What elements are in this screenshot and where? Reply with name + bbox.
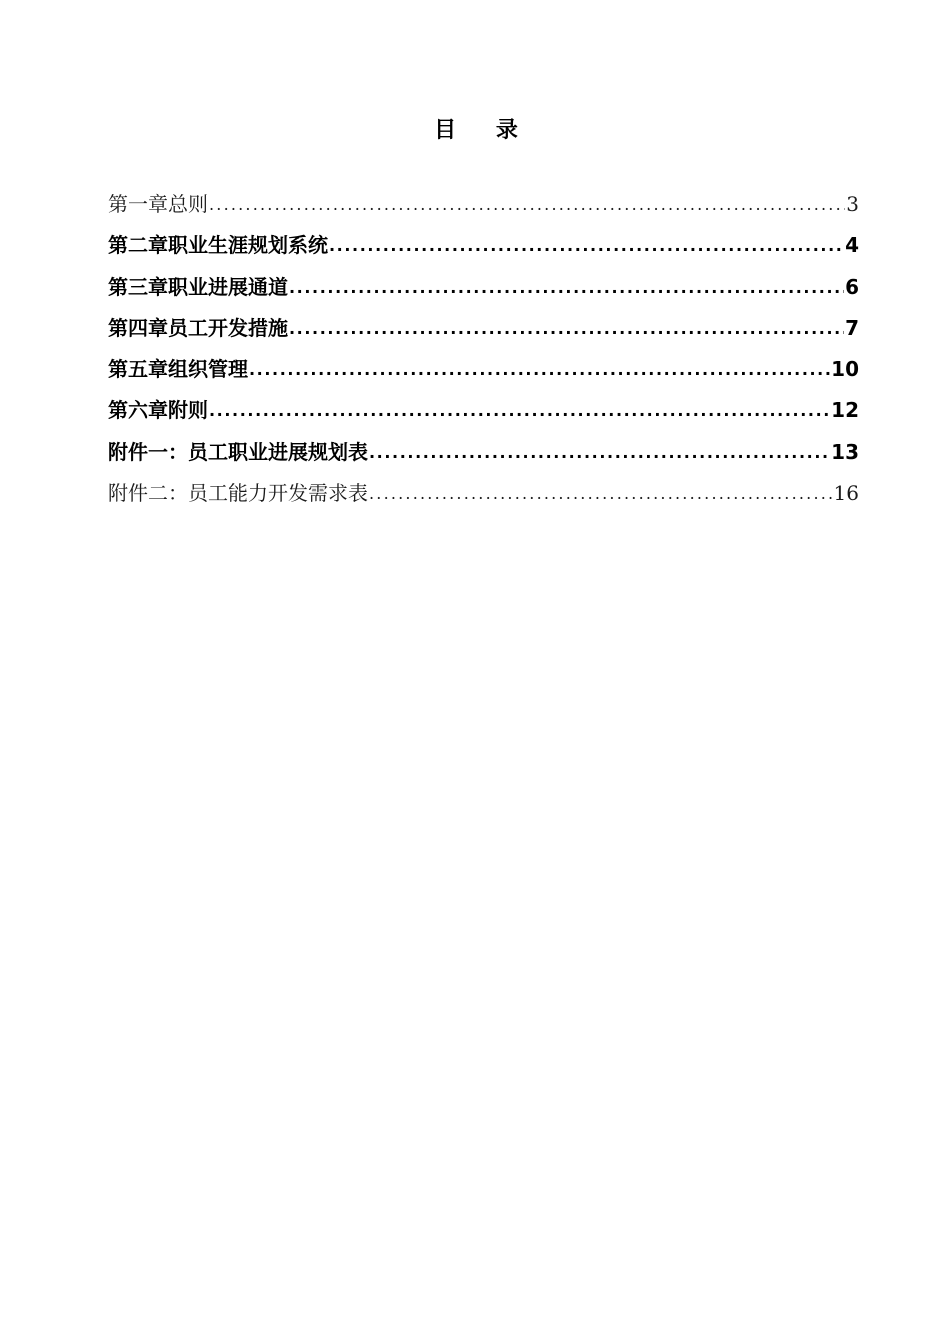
- toc-dot-leader: [209, 185, 845, 223]
- toc-entry-label: 第一章总则: [108, 192, 208, 216]
- toc-entry-appendix-2[interactable]: [108, 475, 859, 516]
- toc-list: [108, 186, 859, 516]
- toc-dot-leader: [369, 474, 833, 512]
- toc-entry-chapter-2[interactable]: [108, 227, 859, 268]
- toc-entry-label: 附件一：员工职业进展规划表: [108, 439, 368, 464]
- toc-entry-page-number: 7: [845, 315, 859, 340]
- toc-entry-chapter-6[interactable]: [108, 392, 859, 433]
- toc-entry-chapter-4[interactable]: [108, 310, 859, 351]
- toc-entry-chapter-5[interactable]: [108, 351, 859, 392]
- toc-entry-label: 第五章组织管理: [108, 357, 248, 382]
- toc-entry-page-number: 3: [846, 192, 859, 216]
- toc-entry-appendix-1[interactable]: [108, 434, 859, 475]
- toc-entry-page-number: 12: [831, 398, 859, 423]
- toc-entry-chapter-3[interactable]: [108, 269, 859, 310]
- toc-entry-page-number: 16: [833, 481, 859, 506]
- toc-dot-leader: [329, 226, 844, 264]
- toc-entry-label: 第三章职业进展通道: [108, 274, 288, 299]
- toc-dot-leader: [209, 391, 830, 429]
- toc-entry-page-number: 13: [831, 439, 859, 464]
- toc-entry-label: 第二章职业生涯规划系统: [108, 233, 328, 258]
- toc-entry-page-number: 10: [831, 357, 859, 382]
- toc-entry-label: 附件二：员工能力开发需求表: [108, 481, 368, 506]
- toc-dot-leader: [289, 309, 844, 347]
- toc-title: 目 录: [434, 118, 534, 143]
- toc-entry-label: 第四章员工开发措施: [108, 315, 288, 340]
- toc-dot-leader: [369, 433, 830, 471]
- toc-entry-label: 第六章附则: [108, 398, 208, 423]
- toc-entry-page-number: 6: [845, 274, 859, 299]
- toc-dot-leader: [249, 350, 830, 388]
- toc-dot-leader: [289, 268, 844, 306]
- toc-entry-page-number: 4: [845, 233, 859, 258]
- toc-entry-chapter-1[interactable]: [108, 186, 859, 227]
